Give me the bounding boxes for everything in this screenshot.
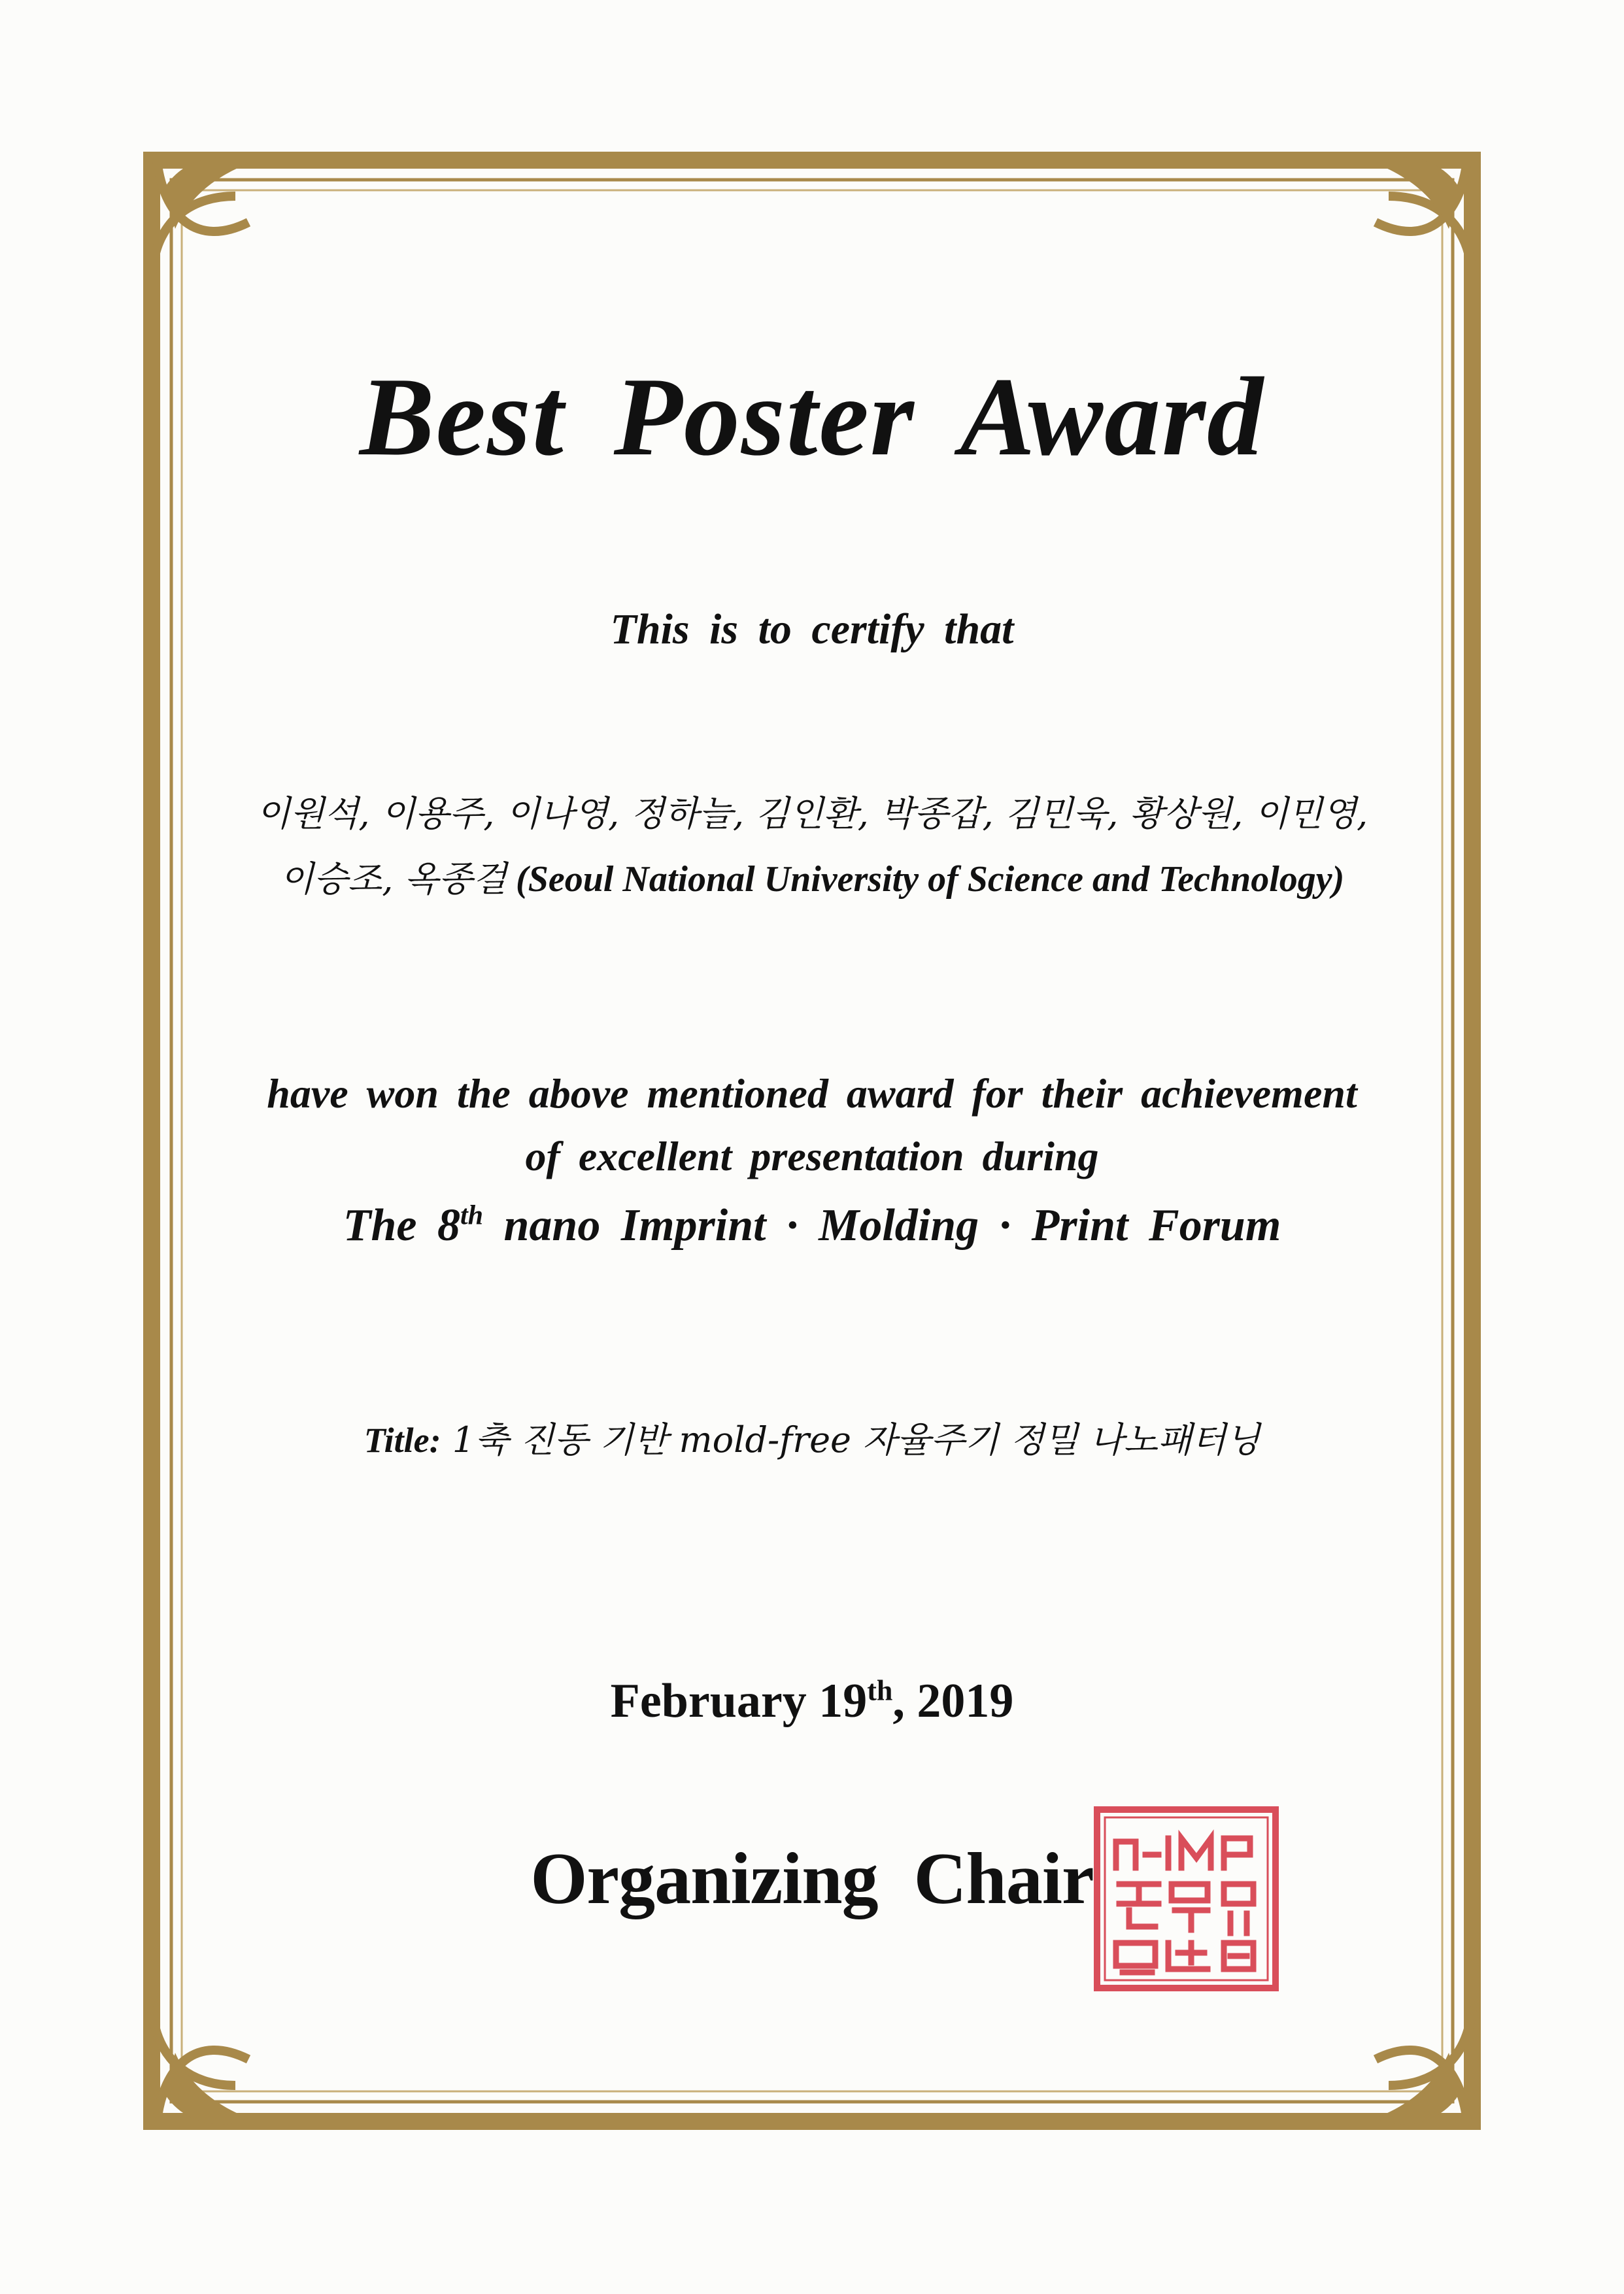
recipients-block xyxy=(196,781,1428,912)
signatory: Organizing Chair xyxy=(530,1838,1094,1919)
date-suffix: , 2019 xyxy=(892,1674,1014,1728)
award-description xyxy=(196,1062,1428,1188)
poster-title-text: 1축 진동 기반 mold-free 자율주기 정밀 나노패터닝 xyxy=(441,1419,1260,1460)
forum-prefix: The 8 xyxy=(343,1200,460,1251)
poster-title-label: Title: xyxy=(364,1421,441,1460)
award-date xyxy=(196,1674,1428,1729)
recipient-names-2: 이승조, 옥종걸 xyxy=(279,858,507,900)
recipient-names-1: 이원석, 이용주, 이나영, 정하늘, 김인환, 박종갑, 김민욱, 황상원, 이민영, xyxy=(256,793,1368,834)
award-title: Best Poster Award xyxy=(359,355,1265,479)
organizing-committee-seal xyxy=(1093,1806,1279,1992)
forum-name xyxy=(196,1200,1428,1252)
recipients-line-2 xyxy=(196,847,1428,912)
certify-line: This is to certify that xyxy=(610,605,1014,653)
award-description-line-2: of excellent presentation during xyxy=(525,1133,1099,1179)
recipients-line-1 xyxy=(196,781,1428,847)
forum-suffix: nano Imprint · Molding · Print Forum xyxy=(482,1200,1281,1251)
forum-ordinal: th xyxy=(460,1200,483,1231)
date-prefix: February 19 xyxy=(610,1674,868,1728)
award-description-line-1: have won the above mentioned award for their achievement xyxy=(267,1070,1357,1117)
poster-title xyxy=(196,1412,1428,1462)
recipient-affiliation: (Seoul National University of Science and Technology) xyxy=(516,859,1345,900)
date-ordinal: th xyxy=(867,1674,893,1707)
